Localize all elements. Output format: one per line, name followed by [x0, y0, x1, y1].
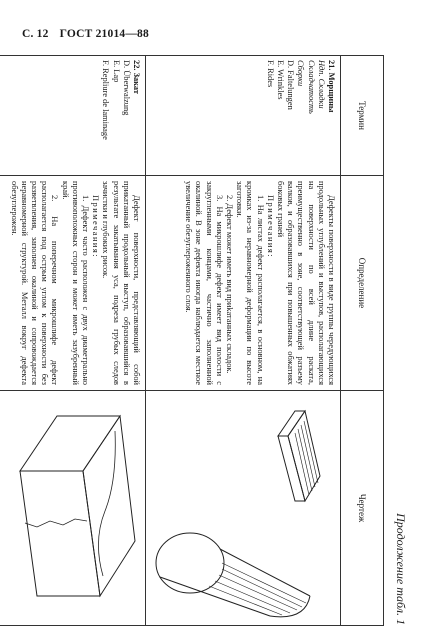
term-german: D. Überwalzung — [121, 60, 131, 116]
notes-label: Примечания: — [265, 195, 275, 259]
term-german: D. Faltelungen — [286, 60, 296, 110]
term-synonym: Складчатость — [306, 60, 316, 114]
drawing-cell — [146, 391, 341, 626]
table-header-row — [341, 56, 384, 626]
table-row — [146, 56, 341, 626]
lap-drawing — [0, 391, 145, 626]
column-header-definition: Определение — [341, 176, 384, 391]
note-item: 1. Дефект часто расположен с двух диаметрально противоположных сторон и может иметь зазубренный край. — [60, 181, 90, 385]
definition-text: Дефект поверхности, представляющий собой прикатанный продольный выступ, образовавшийся в результате закатывания уса, подреза грубых следов зачистки и глубоких рисок. — [101, 181, 141, 385]
term-french: F. Rides — [265, 60, 275, 88]
column-header-drawing: Чертеж — [341, 391, 384, 626]
term-synonym: Сборки — [296, 60, 306, 87]
slab-figure — [278, 411, 320, 501]
term-english: E. Wrinkles — [275, 60, 285, 100]
drawing-cell — [0, 391, 146, 626]
term-title: 21. Морщины — [327, 60, 336, 113]
definition-cell — [0, 176, 146, 391]
defects-table — [0, 55, 384, 626]
rotated-page — [9, 55, 408, 625]
table-row — [0, 56, 146, 626]
definition-text: Дефекты поверхности в виде группы чередующихся продольных углублений и выступов, располагающихся на поверхности по всей длине раската, преимущественно в зоне, соответствующей разъему валков, и образовавшихся при повышенных обжатиях боковых граней — [275, 181, 336, 385]
term-title: 22. Закат — [132, 60, 141, 94]
column-header-term: Термин — [341, 56, 384, 176]
term-cell — [146, 56, 341, 176]
continuation-label: Продолжение табл. 1 — [394, 513, 408, 625]
term-synonym: Ндп. Складки — [316, 60, 326, 109]
wrinkles-drawing — [150, 391, 340, 626]
page-number: С. 12 — [22, 28, 49, 40]
definition-cell — [146, 176, 341, 391]
note-item: 1. На листах дефект располагается, в основном, на кромках из-за неравномерной деформации по высоте заготовки. — [235, 181, 265, 385]
bar-figure — [156, 533, 310, 617]
page-header — [22, 28, 157, 40]
note-item: 2. Дефект может иметь вид приkатанных складок. — [224, 195, 234, 374]
term-cell — [0, 56, 146, 176]
note-item: 3. На микрошлифе дефект имеет вид полости с закругленными концами, частично заполненной окалиной. В зоне дефекта иногда наблюдается местное увеличение обезуглероженного слоя. — [184, 181, 224, 385]
standard-code: ГОСТ 21014—88 — [59, 28, 149, 40]
term-french: F. Repliure de laminage — [101, 60, 111, 140]
note-item: 2. На поперечном микрошлифе дефект располагается под острым углом к поверхности без разветвления, заполнен окалиной и сопровождается неравномерной структурой. Металл вокруг дефекта обезуглерожен. — [9, 181, 60, 385]
notes-label: Примечания: — [91, 195, 101, 259]
term-english: E. Lap — [111, 60, 121, 83]
lap-slab-figure — [20, 416, 135, 596]
